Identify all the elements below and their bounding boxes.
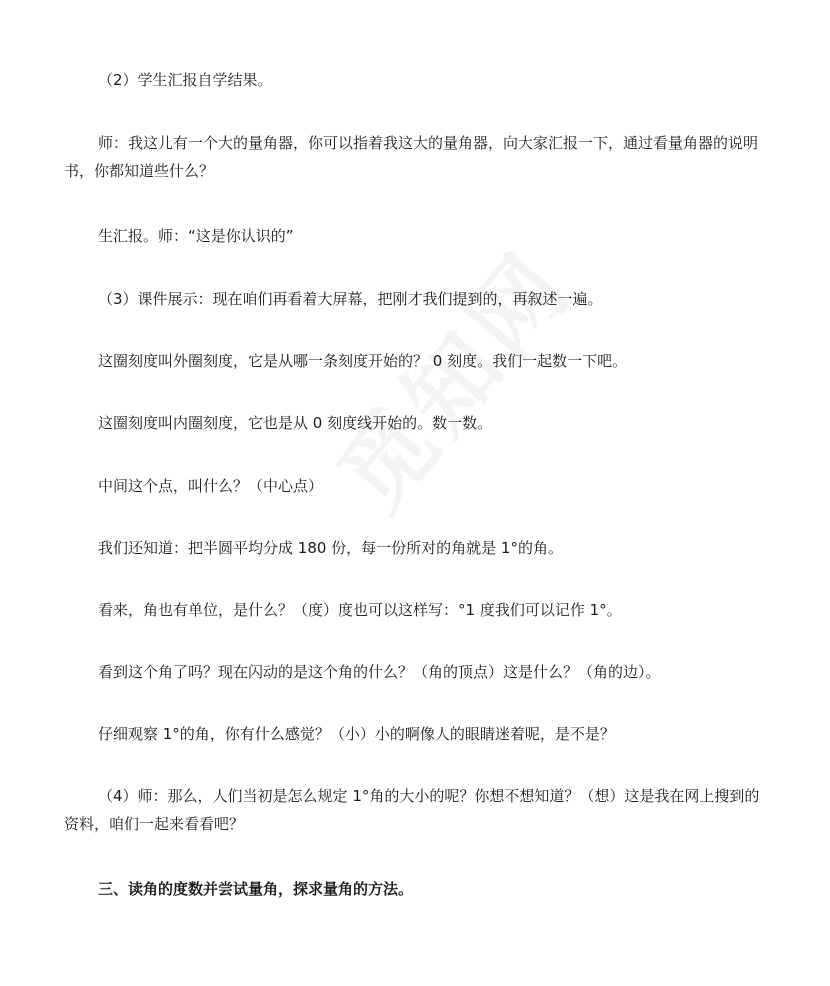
section-heading: 三、读角的度数并尝试量角，探求量角的方法。 [98,880,414,898]
paragraph-semicircle: 我们还知道：把半圆平均分成 180 份，每一份所对的角就是 1°的角。 [98,539,563,557]
paragraph-teacher-protractor: 师：我这儿有一个大的量角器，你可以指着我这大的量角器，向大家汇报一下，通过看量角器的说明书，你都知道些什么？ [64,134,759,180]
paragraph-teacher-question: （4）师：那么，人们当初是怎么规定 1°角的大小的呢？你想不想知道？（想）这是我在网上搜到的资料，咱们一起来看看吧？ [64,787,760,833]
paragraph-student-report-teacher: 生汇报。师：“这是你认识的” [98,227,294,245]
paragraph-one-degree: 仔细观察 1°的角，你有什么感觉？（小）小的啊像人的眼睛迷着呢，是不是？ [98,725,615,743]
paragraph-inner-scale: 这圈刻度叫内圈刻度，它也是从 0 刻度线开始的。数一数。 [98,414,493,432]
paragraph-courseware: （3）课件展示：现在咱们再看着大屏幕，把刚才我们提到的，再叙述一遍。 [98,290,603,308]
paragraph-student-report: （2）学生汇报自学结果。 [98,71,273,89]
paragraph-center-point: 中间这个点，叫什么？（中心点） [98,477,324,495]
paragraph-outer-scale: 这圈刻度叫外圈刻度，它是从哪一条刻度开始的？ 0 刻度。我们一起数一下吧。 [98,352,628,370]
paragraph-vertex-side: 看到这个角了吗？现在闪动的是这个角的什么？（角的顶点）这是什么？（角的边）。 [98,663,661,681]
paragraph-degree-unit: 看来，角也有单位，是什么？（度）度也可以这样写：°1 度我们可以记作 1°。 [98,601,622,619]
